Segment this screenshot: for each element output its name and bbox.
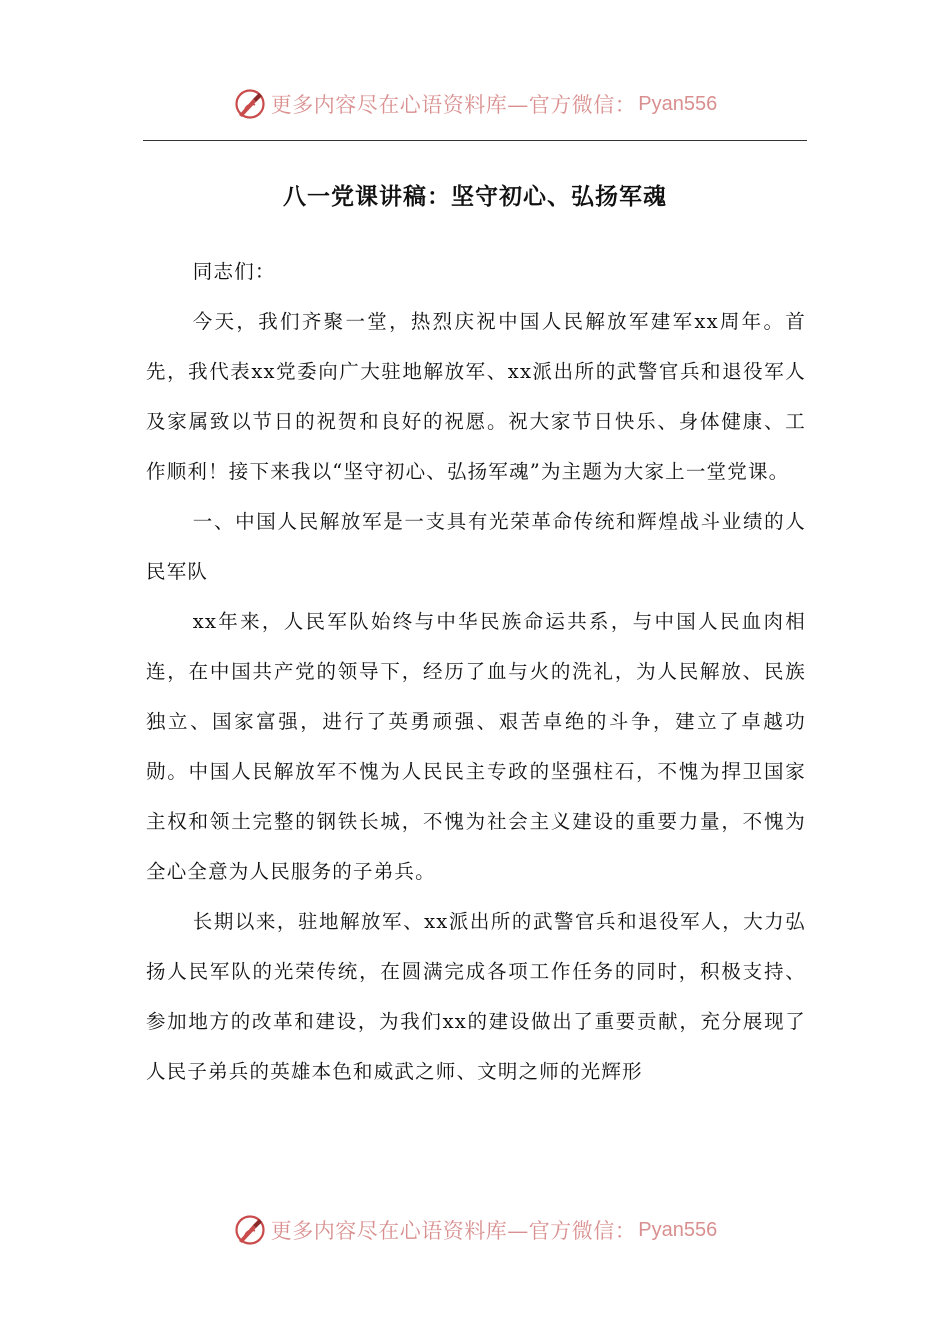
pen-logo-icon: [233, 1213, 267, 1247]
header-divider: [143, 140, 807, 141]
header-watermark: [0, 84, 950, 124]
paragraph: 长期以来，驻地解放军、xx派出所的武警官兵和退役军人，大力弘扬人民军队的光荣传统，在圆满完成各项工作任务的同时，积极支持、参加地方的改革和建设，为我们xx的建设做出了重要贡献，充分展现了人民子弟兵的英雄本色和威武之师、文明之师的光辉形: [146, 910, 806, 1083]
watermark-wechat-id: Pyan556: [638, 1218, 718, 1241]
watermark-wechat-id: Pyan556: [638, 92, 718, 115]
section-heading: 一、中国人民解放军是一支具有光荣革命传统和辉煌战斗业绩的人民军队: [146, 510, 806, 583]
watermark-text: 更多内容尽在心语资料库—官方微信：: [270, 1219, 637, 1243]
paragraph: 今天，我们齐聚一堂，热烈庆祝中国人民解放军建军xx周年。首先，我代表xx党委向广大驻地解放军、xx派出所的武警官兵和退役军人及家属致以节日的祝贺和良好的祝愿。祝大家节日快乐、身体健康、工作顺利！接下来我以“坚守初心、弘扬军魂”为主题为大家上一堂党课。: [146, 310, 806, 483]
watermark-text: 更多内容尽在心语资料库—官方微信：: [270, 93, 637, 117]
document-body: [146, 247, 806, 1097]
footer-watermark: [0, 1210, 950, 1250]
document-title: 八一党课讲稿：坚守初心、弘扬军魂: [283, 184, 667, 210]
pen-logo-icon: [233, 87, 267, 121]
paragraph-salutation: 同志们：: [192, 260, 276, 283]
paragraph: xx年来，人民军队始终与中华民族命运共系，与中国人民血肉相连，在中国共产党的领导下，经历了血与火的洗礼，为人民解放、民族独立、国家富强，进行了英勇顽强、艰苦卓绝的斗争，建立了卓越功勋。中国人民解放军不愧为人民民主专政的坚强柱石，不愧为捍卫国家主权和领土完整的钢铁长城，不愧为社会主义建设的重要力量，不愧为全心全意为人民服务的子弟兵。: [146, 610, 806, 883]
